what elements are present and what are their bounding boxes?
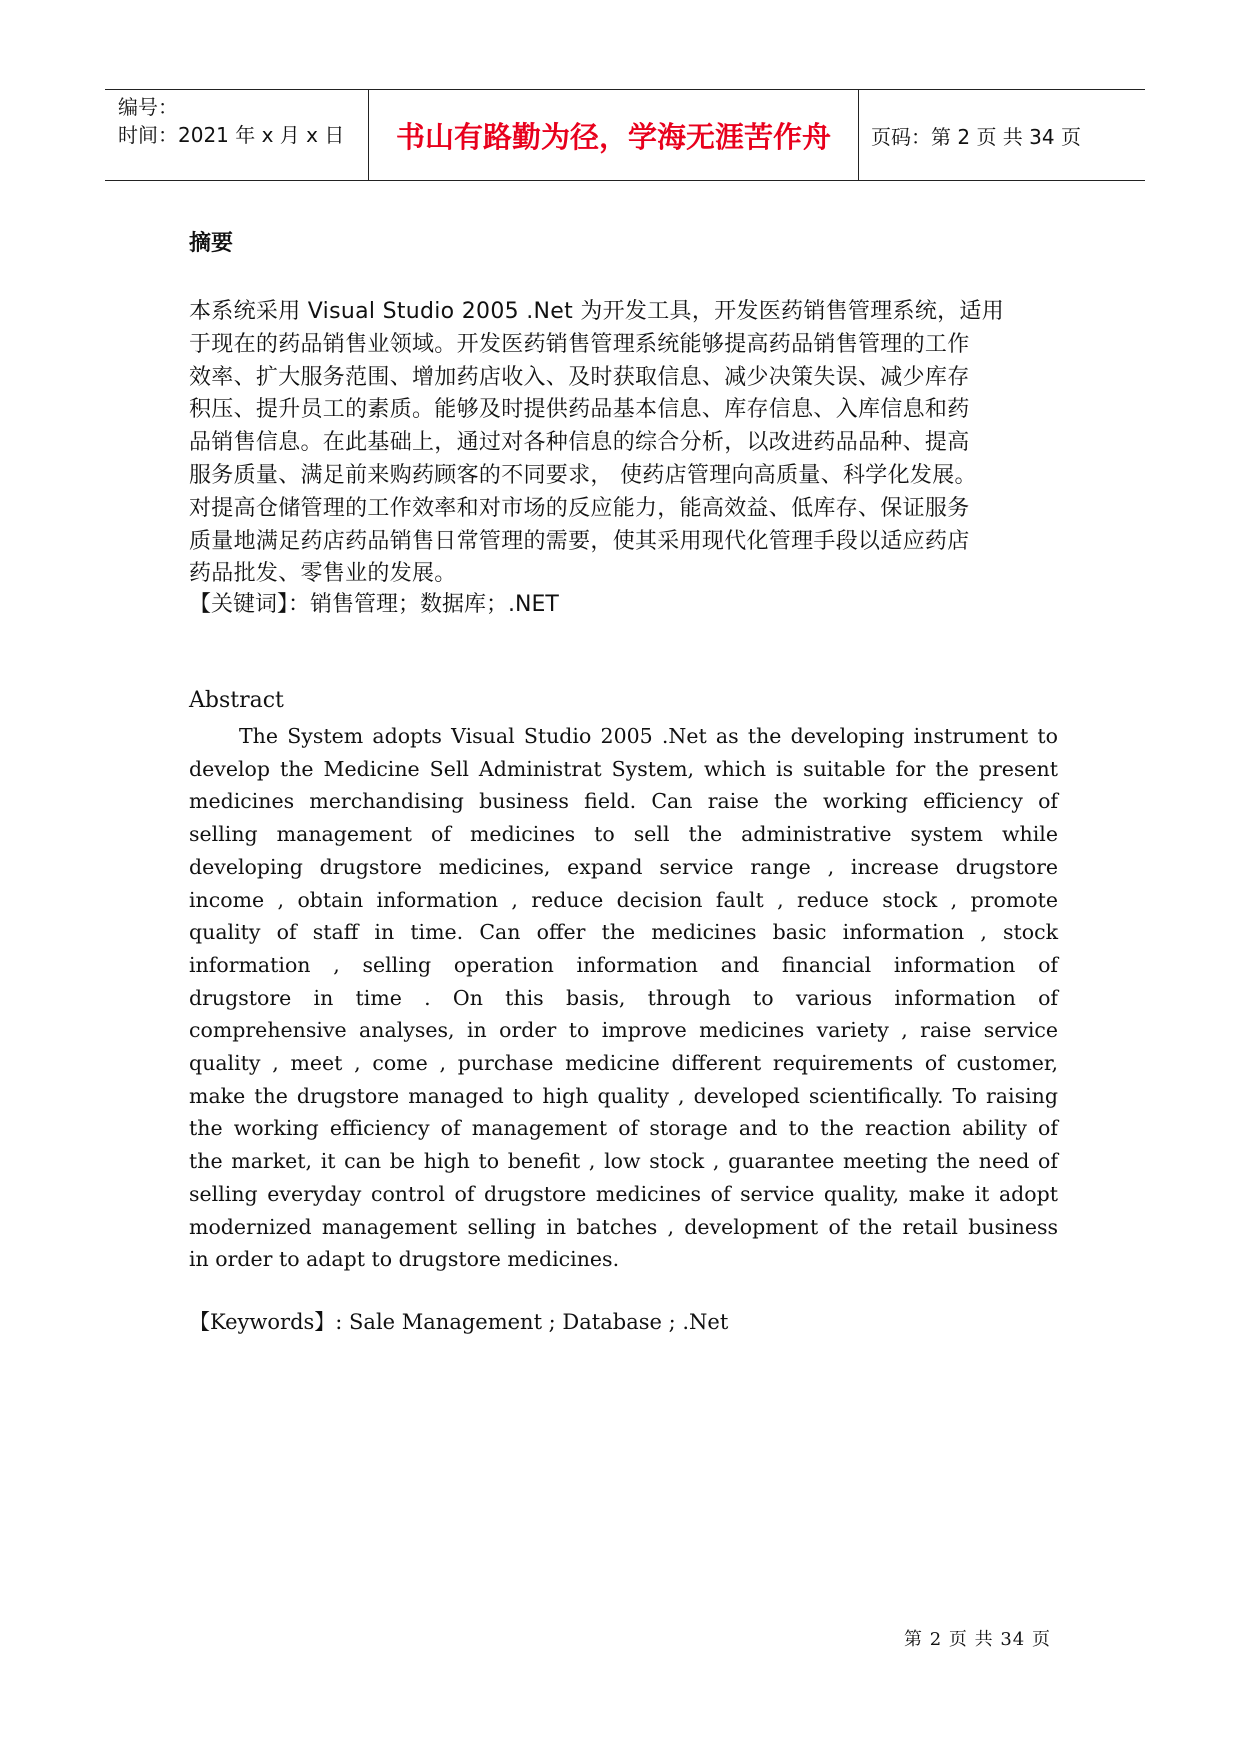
abstract-cn-line: 积压、提升员工的素质。能够及时提供药品基本信息、库存信息、入库信息和药: [189, 397, 970, 423]
abstract-en-line: quality , meet , come , purchase medicine different requirements of customer,: [189, 1051, 1058, 1076]
abstract-cn-line: 质量地满足药店药品销售日常管理的需要，使其采用现代化管理手段以适应药店: [189, 528, 970, 554]
abstract-en-line: developing drugstore medicines, expand service range , increase drugstore: [189, 854, 1058, 879]
abstract-en-line: make the drugstore managed to high quality , developed scientifically. To raising: [189, 1083, 1058, 1108]
keywords-cn: 【关键词】：销售管理；数据库；.NET: [189, 592, 559, 617]
page-footer: 第 2 页 共 34 页: [904, 1629, 1051, 1650]
header-page-label: 页码：第 2 页 共 34 页: [871, 124, 1081, 149]
abstract-cn-line: 药品批发、零售业的发展。: [189, 561, 457, 587]
abstract-cn-line: 服务质量、满足前来购药顾客的不同要求， 使药店管理向高质量、科学化发展。: [189, 462, 977, 488]
abstract-en-line: selling management of medicines to sell the administrative system while: [189, 822, 1058, 847]
abstract-en-line: in order to adapt to drugstore medicines.: [189, 1247, 620, 1272]
number-label: 编号：: [118, 95, 178, 119]
abstract-cn-line: 效率、扩大服务范围、增加药店收入、及时获取信息、减少决策失误、减少库存: [189, 364, 970, 390]
page-header: [105, 89, 1145, 181]
abstract-en-line: income , obtain information , reduce decision fault , reduce stock , promote: [189, 887, 1058, 912]
abstract-cn-line: 本系统采用 Visual Studio 2005 .Net 为开发工具，开发医药销售管理系统，适用: [189, 299, 1005, 324]
abstract-en-line: quality of staff in time. Can offer the medicines basic information , stock: [189, 920, 1058, 945]
abstract-cn-line: 于现在的药品销售业领域。开发医药销售管理系统能够提高药品销售管理的工作: [189, 331, 970, 357]
abstract-cn-line: 对提高仓储管理的工作效率和对市场的反应能力，能高效益、低库存、保证服务: [189, 495, 970, 521]
abstract-en-line: comprehensive analyses, in order to improve medicines variety , raise service: [189, 1018, 1058, 1043]
abstract-en-line: medicines merchandising business field. Can raise the working efficiency of: [189, 789, 1058, 814]
abstract-en-line: drugstore in time . On this basis, through to various information of: [189, 985, 1058, 1010]
abstract-cn-line: 品销售信息。在此基础上，通过对各种信息的综合分析，以改进药品品种、提高: [189, 430, 970, 456]
keywords-en: 【Keywords】: Sale Management ; Database ; .Net: [189, 1310, 729, 1334]
abstract-en-line: the market, it can be high to benefit , low stock , guarantee meeting the need of: [189, 1149, 1058, 1174]
abstract-en-body: [189, 720, 1058, 1276]
abstract-en-line: The System adopts Visual Studio 2005 .Net as the developing instrument to: [239, 724, 1058, 748]
time-label: 时间：2021 年 x 月 x 日: [118, 123, 345, 147]
abstract-en-line: modernized management selling in batches , development of the retail business: [189, 1214, 1058, 1239]
abstract-en-title: Abstract: [189, 688, 284, 713]
abstract-cn-body: [189, 296, 1089, 591]
abstract-en-line: selling everyday control of drugstore medicines of service quality, make it adopt: [189, 1181, 1058, 1206]
abstract-en-line: the working efficiency of management of storage and to the reaction ability of: [189, 1116, 1058, 1141]
header-motto: 书山有路勤为径，学海无涯苦作舟: [369, 90, 859, 180]
header-meta: [105, 90, 369, 180]
abstract-en-line: information , selling operation information and financial information of: [189, 952, 1058, 977]
abstract-en-line: develop the Medicine Sell Administrat System, which is suitable for the present: [189, 756, 1058, 781]
abstract-cn-title: 摘要: [189, 231, 234, 256]
